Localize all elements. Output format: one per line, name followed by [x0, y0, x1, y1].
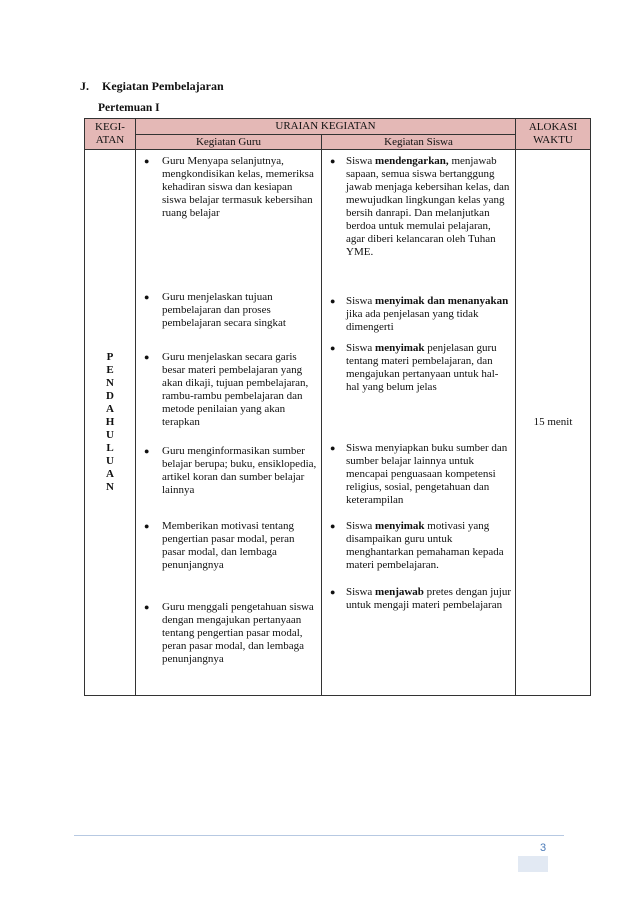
siswa-column	[322, 150, 516, 696]
guru-item: ● Guru menjelaskan tujuan pembelajaran dan proses pembelajaran secara singkat	[144, 291, 286, 329]
guru-item: ● Guru Menyapa selanjutnya, mengkondisikan kelas, memeriksa kehadiran siswa dan kesiapan siswa belajar termasuk kebersihan ruang belajar	[144, 155, 314, 219]
siswa-item: ● Siswa menyimak penjelasan guru tentang materi pembelajaran, dan mengajukan pertanyaan untuk hal-hal yang belum jelas	[330, 342, 499, 393]
siswa-item: ● Siswa menyimak dan menanyakan jika ada penjelasan yang tidak dimengerti	[330, 295, 509, 333]
siswa-item: ● Siswa menjawab pretes dengan jujur untuk mengaji materi pembelajaran	[330, 586, 511, 611]
stage-letter: D	[106, 390, 114, 402]
bullet-icon: ●	[330, 521, 336, 531]
bullet-icon: ●	[330, 587, 336, 597]
bullet-icon: ●	[330, 156, 336, 166]
bullet-icon: ●	[144, 602, 150, 612]
header-alokasi: ALOKASI WAKTU	[516, 119, 591, 150]
stage-letter: E	[106, 364, 114, 376]
bullet-icon: ●	[144, 521, 150, 531]
header-kegiatan: KEGI-ATAN	[85, 119, 136, 150]
meeting-label: Pertemuan I	[98, 102, 160, 114]
stage-letter: A	[106, 403, 114, 415]
guru-item: ● Guru menggali pengetahuan siswa dengan mengajukan pertanyaan tentang pengertian pasar modal, peran pasar modal, dan lembaga penunjangnya	[144, 601, 314, 665]
stage-letter: N	[106, 481, 114, 493]
bullet-icon: ●	[144, 352, 150, 362]
header-guru: Kegiatan Guru	[136, 135, 322, 150]
section-title: Kegiatan Pembelajaran	[102, 79, 224, 93]
guru-column	[136, 150, 322, 696]
stage-letter: U	[106, 429, 114, 441]
section-heading	[80, 79, 224, 94]
guru-item: ● Memberikan motivasi tentang pengertian pasar modal, peran pasar modal, dan lembaga penunjangnya	[144, 520, 295, 571]
footer-divider	[74, 835, 564, 836]
bullet-icon: ●	[144, 446, 150, 456]
bullet-icon: ●	[330, 443, 336, 453]
guru-item: ● Guru menginformasikan sumber belajar berupa; buku, ensiklopedia, artikel koran dan sumber belajar lainnya	[144, 445, 317, 496]
activity-table	[84, 118, 591, 696]
siswa-item: ● Siswa mendengarkan, menjawab sapaan, semua siswa bertanggung jawab menjaga kebersihan kelas, dan mewujudkan lingkungan kelas yang bersih danrapi. Dan melanjutkan berdoa untuk memulai pelajaran, agar diberi kelancaran oleh Tuhan YME.	[330, 155, 510, 258]
time-allocation: 15 menit	[516, 150, 591, 696]
page-number: 3	[540, 842, 547, 854]
stage-letter: N	[106, 377, 114, 389]
bullet-icon: ●	[330, 343, 336, 353]
bullet-icon: ●	[330, 296, 336, 306]
siswa-item: ● Siswa menyimak motivasi yang disampaikan guru untuk menghantarkan pemahaman kepada materi pembelajaran.	[330, 520, 504, 571]
stage-letter: L	[106, 442, 114, 454]
stage-letter: H	[105, 416, 115, 428]
bullet-icon: ●	[144, 156, 150, 166]
guru-item: ● Guru menjelaskan secara garis besar materi pembelajaran yang akan dikaji, tujuan pembelajaran, rambu-rambu pembelajaran dan metode penilaian yang akan terapkan	[144, 351, 309, 428]
stage-letter: U	[106, 455, 114, 467]
siswa-item: ● Siswa menyiapkan buku sumber dan sumber belajar lainnya untuk mencapai penguasaan kompetensi religius, sosial, pengetahuan dan keterampilan	[330, 442, 508, 506]
page-corner-decoration	[518, 856, 548, 872]
bullet-icon: ●	[144, 292, 150, 302]
header-uraian: URAIAN KEGIATAN	[136, 119, 516, 135]
header-siswa: Kegiatan Siswa	[322, 135, 516, 150]
stage-cell	[85, 150, 136, 696]
stage-letter: A	[106, 468, 114, 480]
section-letter: J.	[80, 79, 89, 93]
stage-letter: P	[106, 351, 114, 363]
